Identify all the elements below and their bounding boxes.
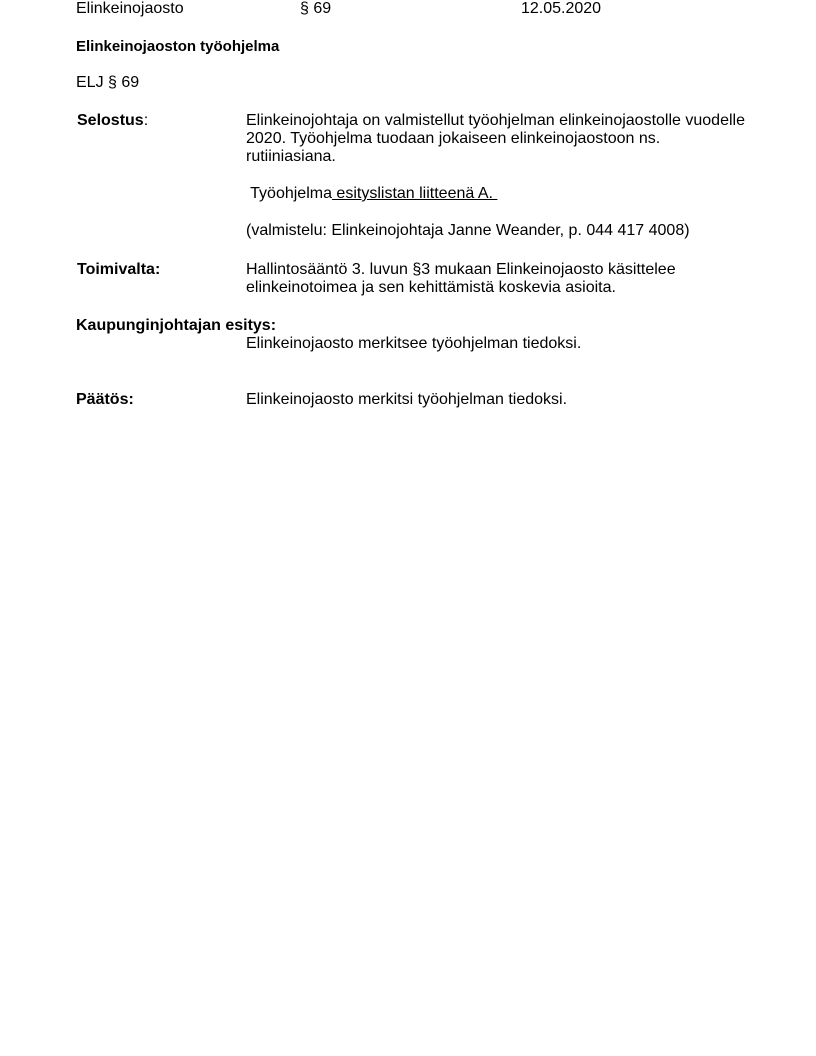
attachment-line <box>246 185 497 203</box>
header-section: § 69 <box>300 0 332 17</box>
header-committee: Elinkeinojaosto <box>76 0 184 17</box>
paatos-text: Elinkeinojaosto merkitsi työohjelman tiedoksi. <box>246 391 568 408</box>
attachment-link[interactable]: esityslistan liitteenä A. <box>331 185 498 202</box>
document-title: Elinkeinojaoston työohjelma <box>76 38 280 55</box>
toimivalta-text: Hallintosääntö 3. luvun §3 mukaan Elinkeinojaosto käsittelee elinkeinotoimea ja sen kehittämistä koskevia asioita. <box>246 261 676 296</box>
reference: ELJ § 69 <box>76 74 140 91</box>
selostus-label <box>77 112 148 130</box>
attachment-prefix: Työohjelma <box>246 185 332 202</box>
selostus-label-text: Selostus <box>77 112 144 129</box>
esitys-text: Elinkeinojaosto merkitsee työohjelman tiedoksi. <box>246 335 582 352</box>
preparer-info: (valmistelu: Elinkeinojohtaja Janne Weander, p. 044 417 4008) <box>246 222 690 239</box>
selostus-paragraph: Elinkeinojohtaja on valmistellut työohjelman elinkeinojaostolle vuodelle 2020. Työohjelma tuodaan jokaiseen elinkeinojaostoon ns. rutiiniasiana. <box>246 112 745 165</box>
esitys-label: Kaupunginjohtajan esitys: <box>76 317 277 334</box>
selostus-label-colon: : <box>143 112 149 129</box>
paatos-label: Päätös: <box>76 391 134 408</box>
header-date: 12.05.2020 <box>521 0 602 17</box>
toimivalta-label: Toimivalta: <box>77 261 161 278</box>
